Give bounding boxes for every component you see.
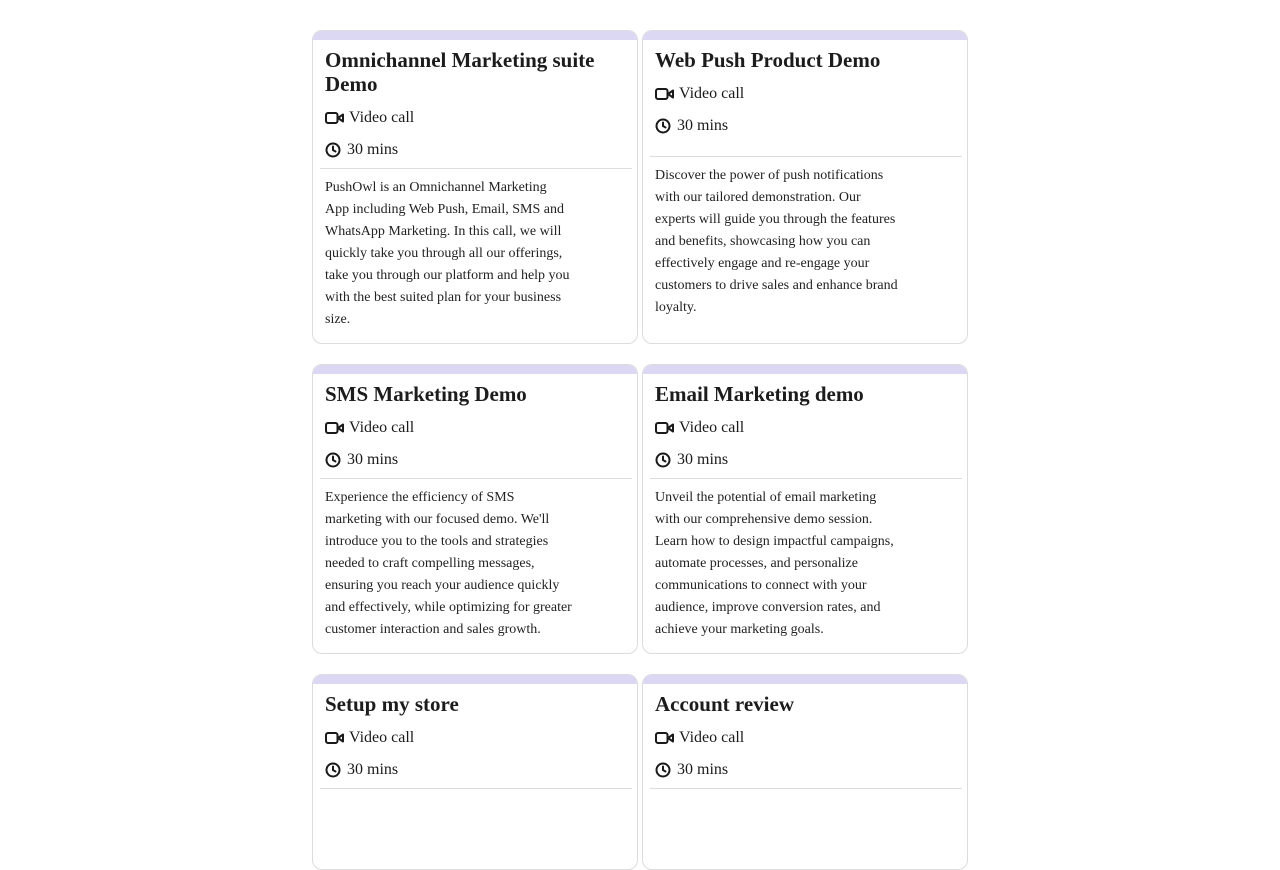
event-location-label: Video call — [679, 85, 745, 102]
event-description: Discover the power of push notifications with our tailored demonstration. Our experts will guide you through the features and benefits, showcasing how you can effectively engage and re-engage your customers to drive sales and enhance brand loyalty. — [655, 168, 898, 315]
clock-icon — [655, 762, 671, 778]
card-accent-band — [313, 675, 637, 684]
event-duration-label: 30 mins — [347, 451, 399, 468]
event-location — [325, 108, 626, 128]
event-card-email[interactable] — [642, 364, 968, 654]
event-description — [325, 797, 573, 869]
event-location — [655, 84, 956, 104]
event-title: Web Push Product Demo — [655, 48, 881, 72]
event-location — [325, 728, 626, 748]
event-description: Experience the efficiency of SMS marketing with our focused demo. We'll introduce you to the tools and strategies needed to craft compelling messages, ensuring you reach your audience quickly and effectively, while optimizing for greater customer interaction and sales growth. — [325, 490, 572, 637]
event-duration — [655, 760, 956, 780]
event-title: Email Marketing demo — [655, 382, 864, 406]
event-type-grid — [312, 30, 968, 870]
event-title: Setup my store — [325, 692, 459, 716]
event-card-sms[interactable] — [312, 364, 638, 654]
event-location-label: Video call — [679, 419, 745, 436]
event-location-label: Video call — [349, 419, 415, 436]
video-camera-icon — [325, 111, 344, 125]
card-divider — [320, 168, 632, 169]
card-divider — [650, 478, 962, 479]
event-description: Unveil the potential of email marketing with our comprehensive demo session. Learn how to design impactful campaigns, automate processes, and personalize communications to connect with your audience, improve conversion rates, and achieve your marketing goals. — [655, 490, 894, 637]
event-location — [325, 418, 626, 438]
event-duration — [325, 760, 626, 780]
event-duration — [325, 450, 626, 470]
card-accent-band — [643, 675, 967, 684]
event-card-web-push[interactable] — [642, 30, 968, 344]
event-location-label: Video call — [349, 109, 415, 126]
event-description: PushOwl is an Omnichannel Marketing App including Web Push, Email, SMS and WhatsApp Marketing. In this call, we will quickly take you through all our offerings, take you through our platform and help you with the best suited plan for your business size. — [325, 180, 570, 327]
clock-icon — [325, 762, 341, 778]
event-card-setup-store[interactable] — [312, 674, 638, 870]
event-title: Omnichannel Marketing suite Demo — [325, 48, 595, 96]
event-duration-label: 30 mins — [677, 117, 729, 134]
event-location-label: Video call — [679, 729, 745, 746]
card-accent-band — [313, 31, 637, 40]
event-duration — [655, 116, 956, 136]
event-title: SMS Marketing Demo — [325, 382, 527, 406]
event-description — [655, 797, 903, 869]
video-camera-icon — [655, 421, 674, 435]
event-location — [655, 728, 956, 748]
event-card-omnichannel[interactable] — [312, 30, 638, 344]
video-camera-icon — [325, 421, 344, 435]
card-divider — [320, 478, 632, 479]
event-duration-label: 30 mins — [347, 141, 399, 158]
clock-icon — [655, 118, 671, 134]
card-divider — [650, 788, 962, 789]
video-camera-icon — [655, 87, 674, 101]
card-accent-band — [643, 31, 967, 40]
event-title: Account review — [655, 692, 794, 716]
event-card-account-review[interactable] — [642, 674, 968, 870]
event-duration — [325, 140, 626, 160]
clock-icon — [325, 452, 341, 468]
video-camera-icon — [325, 731, 344, 745]
event-location-label: Video call — [349, 729, 415, 746]
event-duration-label: 30 mins — [677, 451, 729, 468]
card-divider — [650, 156, 962, 157]
event-duration — [655, 450, 956, 470]
video-camera-icon — [655, 731, 674, 745]
card-accent-band — [643, 365, 967, 374]
clock-icon — [655, 452, 671, 468]
card-accent-band — [313, 365, 637, 374]
card-divider — [320, 788, 632, 789]
event-location — [655, 418, 956, 438]
event-duration-label: 30 mins — [347, 761, 399, 778]
event-duration-label: 30 mins — [677, 761, 729, 778]
clock-icon — [325, 142, 341, 158]
